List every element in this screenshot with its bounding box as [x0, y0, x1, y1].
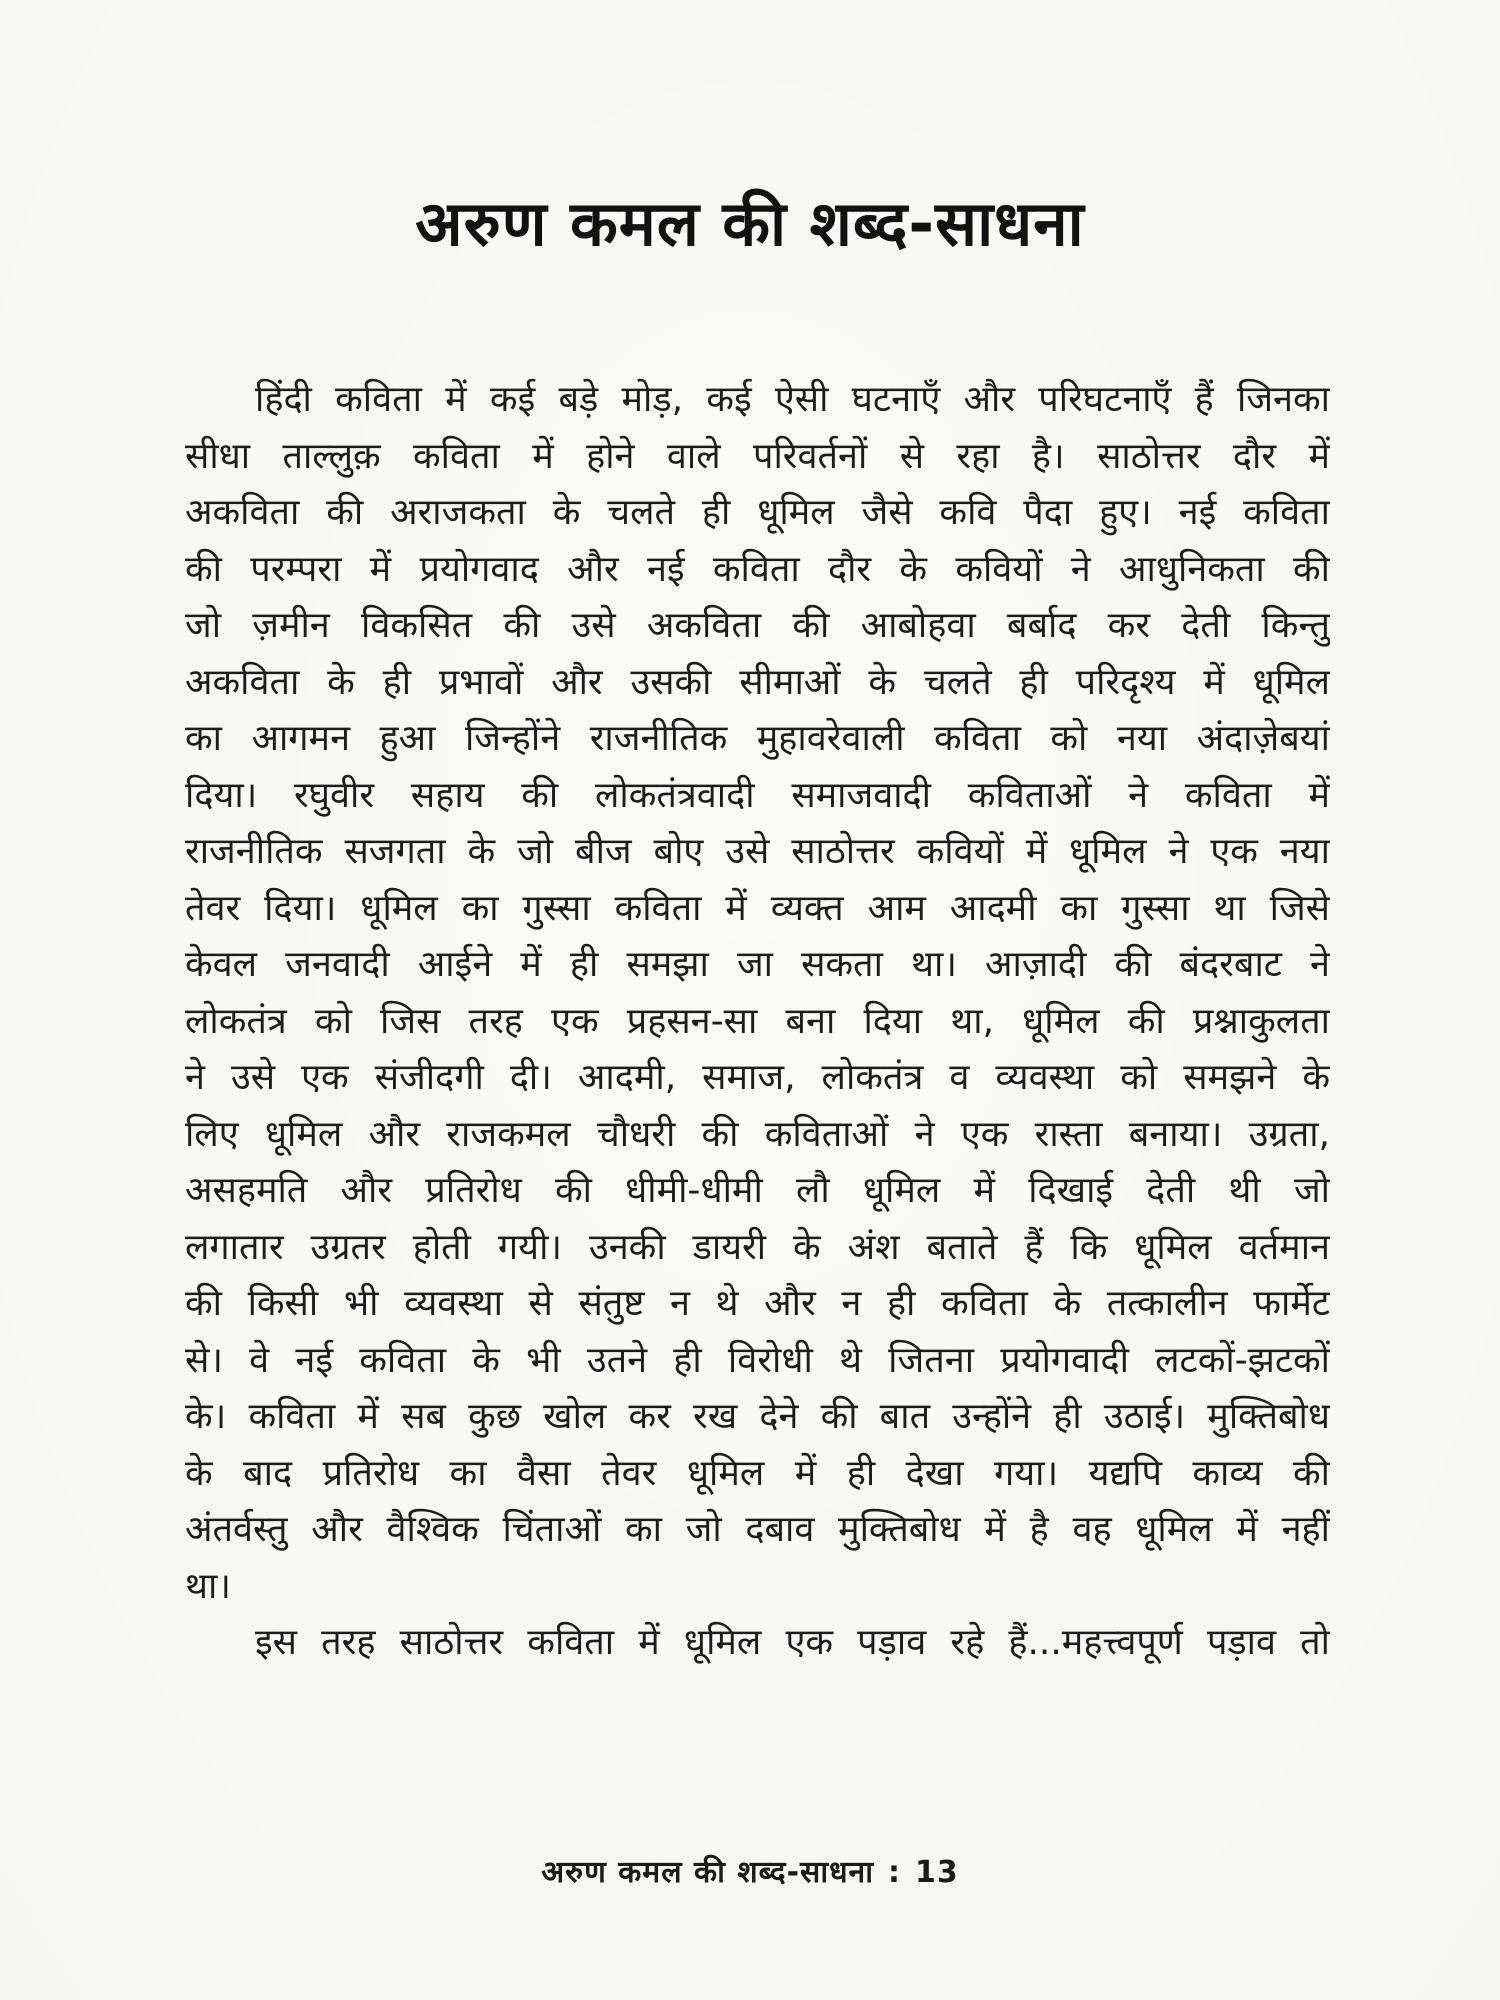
text-line: इस तरह साठोत्तर कविता में धूमिल एक पड़ाव रहे हैं...महत्त्वपूर्ण पड़ाव तो [255, 1622, 1330, 1663]
text-line: था। [185, 1565, 231, 1607]
page-number: 13 [914, 1855, 959, 1890]
text-line: दिया। रघुवीर सहाय की लोकतंत्रवादी समाजवादी कविताओं ने कविता में [185, 774, 1330, 816]
text-line: के। कविता में सब कुछ खोल कर रख देने की बात उन्होंने ही उठाई। मुक्तिबोध [185, 1396, 1330, 1437]
text-line: असहमति और प्रतिरोध की धीमी-धीमी लौ धूमिल में दिखाई देती थी जो [185, 1170, 1330, 1211]
text-line: अकविता के ही प्रभावों और उसकी सीमाओं के चलते ही परिदृश्य में धूमिल [185, 661, 1330, 703]
text-line: लोकतंत्र को जिस तरह एक प्रहसन-सा बना दिया था, धूमिल की प्रश्नाकुलता [185, 1000, 1330, 1042]
text-line: अकविता की अराजकता के चलते ही धूमिल जैसे कवि पैदा हुए। नई कविता [185, 492, 1330, 533]
text-line: का आगमन हुआ जिन्होंने राजनीतिक मुहावरेवाली कविता को नया अंदाज़ेबयां [185, 718, 1330, 759]
chapter-title: अरुण कमल की शब्द-साधना [415, 187, 1085, 260]
text-line: लिए धूमिल और राजकमल चौधरी की कविताओं ने एक रास्ता बनाया। उग्रता, [185, 1113, 1330, 1155]
text-line: की किसी भी व्यवस्था से संतुष्ट न थे और न ही कविता के तत्कालीन फार्मेट [185, 1283, 1330, 1324]
text-line: की परम्परा में प्रयोगवाद और नई कविता दौर के कवियों ने आधुनिकता की [185, 548, 1330, 590]
text-line: ने उसे एक संजीदगी दी। आदमी, समाज, लोकतंत्र व व्यवस्था को समझने के [185, 1057, 1330, 1098]
running-title: अरुण कमल की शब्द-साधना [541, 1855, 874, 1890]
text-line: जो ज़मीन विकसित की उसे अकविता की आबोहवा बर्बाद कर देती किन्तु [185, 605, 1330, 646]
text-line: केवल जनवादी आईने में ही समझा जा सकता था। आज़ादी की बंदरबाट ने [185, 944, 1330, 985]
text-line: तेवर दिया। धूमिल का गुस्सा कविता में व्यक्त आम आदमी का गुस्सा था जिसे [185, 887, 1330, 929]
text-line: हिंदी कविता में कई बड़े मोड़, कई ऐसी घटनाएँ और परिघटनाएँ हैं जिनका [255, 379, 1330, 420]
text-line: सीधा ताल्लुक़ कविता में होने वाले परिवर्तनों से रहा है। साठोत्तर दौर में [185, 435, 1330, 477]
text-line: अंतर्वस्तु और वैश्विक चिंताओं का जो दबाव मुक्तिबोध में है वह धूमिल में नहीं [185, 1509, 1330, 1550]
body-text [185, 372, 1330, 1672]
text-line: लगातार उग्रतर होती गयी। उनकी डायरी के अंश बताते हैं कि धूमिल वर्तमान [185, 1226, 1330, 1268]
text-line: से। वे नई कविता के भी उतने ही विरोधी थे जितना प्रयोगवादी लटकों-झटकों [185, 1339, 1330, 1381]
text-line: राजनीतिक सजगता के जो बीज बोए उसे साठोत्तर कवियों में धूमिल ने एक नया [185, 831, 1330, 872]
text-line: के बाद प्रतिरोध का वैसा तेवर धूमिल में ही देखा गया। यद्यपि काव्य की [185, 1452, 1330, 1494]
page-footer [0, 1850, 1500, 1891]
footer-separator: : [887, 1855, 901, 1890]
